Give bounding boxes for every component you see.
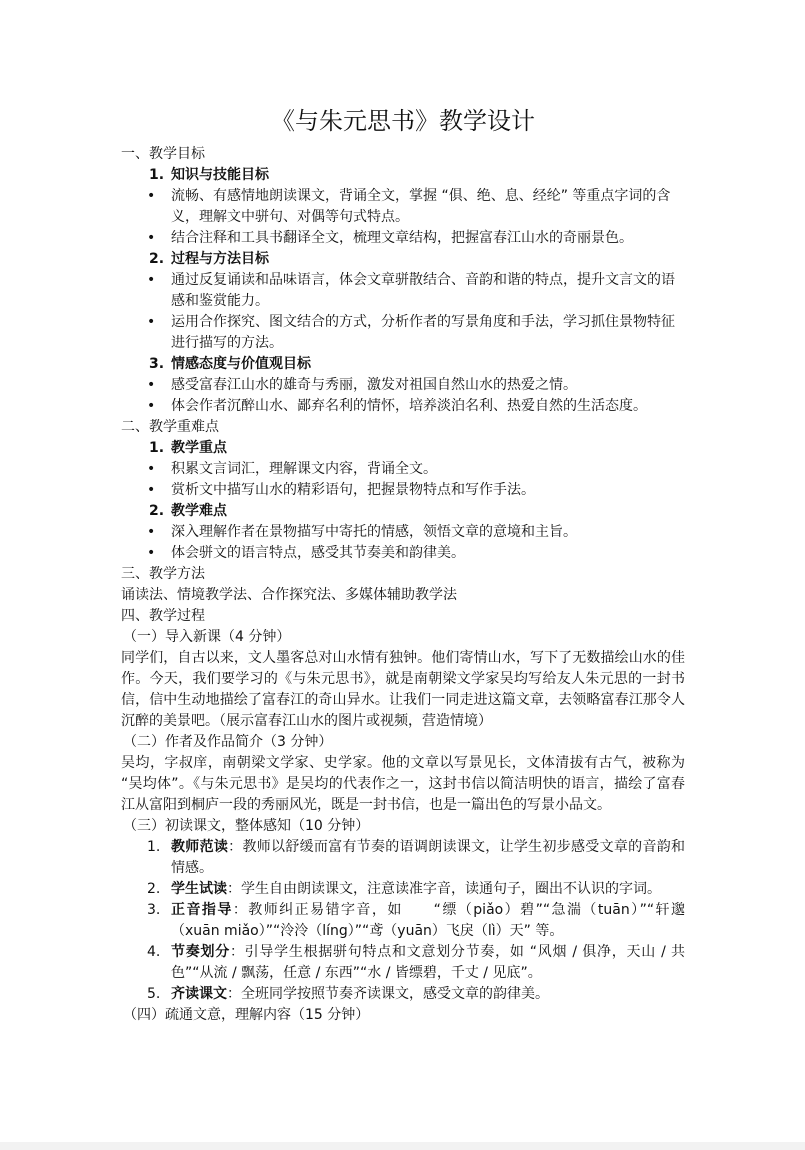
- subheading-text: 知识与技能目标: [171, 167, 269, 183]
- list-item: • 体会骈文的语言特点，感受其节奏美和韵律美。: [121, 543, 685, 564]
- list-item: • 通过反复诵读和品味语言，体会文章骈散结合、音韵和谐的特点，提升文言文的语感和鉴赏能力。: [121, 270, 685, 312]
- part-heading-first-reading: （三）初读课文，整体感知（10 分钟）: [123, 818, 370, 834]
- list-item: • 体会作者沉醉山水、鄙弃名利的情怀，培养淡泊名利、热爱自然的生活态度。: [121, 396, 685, 417]
- subheading-emotion-values: [149, 354, 685, 375]
- part-heading-comprehension: （四）疏通文意，理解内容（15 分钟）: [123, 1007, 370, 1023]
- document-page: [121, 104, 685, 1026]
- step-number: 3.: [147, 902, 161, 918]
- subheading-number: 2.: [149, 251, 165, 267]
- step-number: 2.: [147, 881, 161, 897]
- part-heading-author: （二）作者及作品简介（3 分钟）: [123, 734, 333, 750]
- section-heading-objectives: 一、教学目标: [121, 146, 205, 162]
- step-text: ：教师纠正易错字音，如 “缥（piǎo）碧”“急湍（tuān）”“轩邈（xuān miǎo）”“泠泠（líng）”“鸢（yuān）飞戾（lì）天” 等。: [171, 902, 686, 939]
- bullet-list: [121, 375, 685, 417]
- intro-paragraph: 同学们，自古以来，文人墨客总对山水情有独钟。他们寄情山水，写下了无数描绘山水的佳作。今天，我们要学习的《与朱元思书》，就是南朝梁文学家吴均写给友人朱元思的一封书信，信中生动地描绘了富春江的奇山异水。让我们一同走进这篇文章，去领略富春江那令人沉醉的美景吧。（展示富春江山水的图片或视频，营造情境）: [121, 650, 685, 729]
- subheading-text: 过程与方法目标: [171, 251, 269, 267]
- part-heading-intro: （一）导入新课（4 分钟）: [123, 629, 291, 645]
- list-item: • 运用合作探究、图文结合的方式，分析作者的写景角度和手法，学习抓住景物特征进行描写的方法。: [121, 312, 685, 354]
- document-title: 《与朱元思书》教学设计: [271, 107, 535, 135]
- bullet-list: [121, 459, 685, 501]
- bullet-list: [121, 522, 685, 564]
- step-text: ：教师以舒缓而富有节奏的语调朗读课文，让学生初步感受文章的音韵和情感。: [171, 839, 686, 876]
- list-item: • 深入理解作者在景物描写中寄托的情感，领悟文章的意境和主旨。: [121, 522, 685, 543]
- bullet-list: [121, 270, 685, 354]
- step-label: 齐读课文: [171, 986, 227, 1002]
- list-item: • 流畅、有感情地朗读课文，背诵全文，掌握 “俱、绝、息、经纶” 等重点字词的含义，理解文中骈句、对偶等句式特点。: [121, 186, 685, 228]
- list-item: • 结合注释和工具书翻译全文，梳理文章结构，把握富春江山水的奇丽景色。: [121, 228, 685, 249]
- subheading-number: 1.: [149, 440, 165, 456]
- step-label: 教师范读: [171, 839, 229, 855]
- page-bottom-edge: [0, 1142, 805, 1150]
- subheading-text: 教学重点: [171, 440, 227, 456]
- step-label: 学生试读: [171, 881, 227, 897]
- reading-steps-list: [121, 837, 685, 1005]
- step-label: 正音指导: [171, 902, 233, 918]
- bullet-list: [121, 186, 685, 249]
- list-item: • 感受富春江山水的雄奇与秀丽，激发对祖国自然山水的热爱之情。: [121, 375, 685, 396]
- step-text: ：全班同学按照节奏齐读课文，感受文章的韵律美。: [227, 986, 549, 1002]
- step-number: 1.: [147, 839, 161, 855]
- subheading-text: 情感态度与价值观目标: [171, 356, 311, 372]
- methods-text: 诵读法、情境教学法、合作探究法、多媒体辅助教学法: [121, 587, 457, 603]
- subheading-difficulty: [149, 501, 685, 522]
- subheading-number: 1.: [149, 167, 165, 183]
- step-number: 5.: [147, 986, 161, 1002]
- subheading-focus: [149, 438, 685, 459]
- list-item: • 赏析文中描写山水的精彩语句，把握景物特点和写作手法。: [121, 480, 685, 501]
- subheading-number: 3.: [149, 356, 165, 372]
- subheading-knowledge-skills: [149, 165, 685, 186]
- step-text: ：学生自由朗读课文，注意读准字音，读通句子，圈出不认识的字词。: [227, 881, 661, 897]
- step-label: 节奏划分: [171, 944, 230, 960]
- list-item: [121, 984, 685, 1005]
- section-heading-key-points: 二、教学重难点: [121, 419, 219, 435]
- step-number: 4.: [147, 944, 161, 960]
- subheading-text: 教学难点: [171, 503, 227, 519]
- section-heading-process: 四、教学过程: [121, 608, 205, 624]
- list-item: [121, 942, 685, 984]
- author-paragraph: 吴均，字叔庠，南朝梁文学家、史学家。他的文章以写景见长，文体清拔有古气，被称为 “吴均体”。《与朱元思书》是吴均的代表作之一，这封书信以简洁明快的语言，描绘了富春江从富阳到桐庐一段的秀丽风光，既是一封书信，也是一篇出色的写景小品文。: [121, 755, 685, 813]
- subheading-process-methods: [149, 249, 685, 270]
- list-item: [121, 879, 685, 900]
- subheading-number: 2.: [149, 503, 165, 519]
- step-text: ：引导学生根据骈句特点和文意划分节奏，如 “风烟 / 俱净，天山 / 共色”“从流 / 飘荡，任意 / 东西”“水 / 皆缥碧，千丈 / 见底”。: [171, 944, 686, 981]
- list-item: [121, 900, 685, 942]
- section-heading-methods: 三、教学方法: [121, 566, 205, 582]
- list-item: • 积累文言词汇，理解课文内容，背诵全文。: [121, 459, 685, 480]
- list-item: [121, 837, 685, 879]
